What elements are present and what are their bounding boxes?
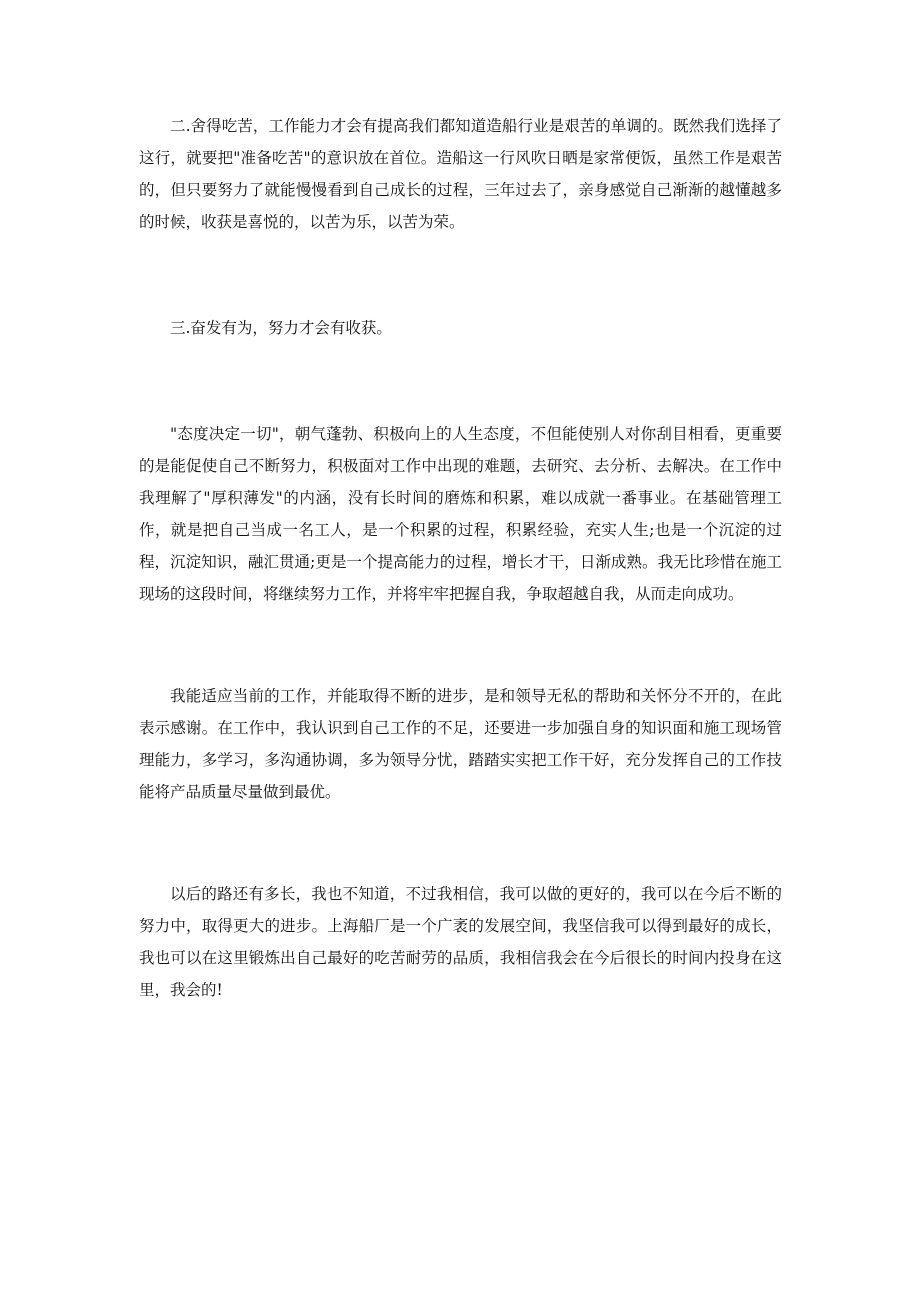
paragraph-gratitude: 我能适应当前的工作，并能取得不断的进步，是和领导无私的帮助和关怀分不开的，在此表示感谢。在工作中，我认识到自己工作的不足，还要进一步加强自身的知识面和施工现场管理能力，多学习，多沟通协调，多为领导分忧，踏踏实实把工作干好，充分发挥自己的工作技能将产品质量尽量做到最优。 (139, 687, 782, 801)
paragraph-future: 以后的路还有多长，我也不知道，不过我相信，我可以做的更好的，我可以在今后不断的努力中，取得更大的进步。上海船厂是一个广袤的发展空间，我坚信我可以得到最好的成长，我也可以在这里锻炼出自己最好的吃苦耐劳的品质，我相信我会在今后很长的时间内投身在这里，我会的! (139, 885, 782, 999)
document-body (139, 110, 782, 1006)
paragraph-spacer (139, 344, 782, 418)
paragraph-spacer (139, 610, 782, 680)
paragraph-spacer (139, 238, 782, 312)
paragraph-spacer (139, 808, 782, 878)
paragraph-hard-work: 二.舍得吃苦，工作能力才会有提高我们都知道造船行业是艰苦的单调的。既然我们选择了这行，就要把"准备吃苦"的意识放在首位。造船这一行风吹日晒是家常便饭，虽然工作是艰苦的，但只要努力了就能慢慢看到自己成长的过程，三年过去了，亲身感觉自己渐渐的越懂越多的时候，收获是喜悦的，以苦为乐，以苦为荣。 (139, 117, 782, 231)
paragraph-attitude: "态度决定一切"，朝气蓬勃、积极向上的人生态度，不但能使别人对你刮目相看，更重要的是能促使自己不断努力，积极面对工作中出现的难题，去研究、去分析、去解决。在工作中我理解了"厚积薄发"的内涵，没有长时间的磨炼和积累，难以成就一番事业。在基础管理工作，就是把自己当成一名工人，是一个积累的过程，积累经验，充实人生;也是一个沉淀的过程，沉淀知识，融汇贯通;更是一个提高能力的过程，增长才干，日渐成熟。我无比珍惜在施工现场的这段时间，将继续努力工作，并将牢牢把握自我，争取超越自我，从而走向成功。 (139, 425, 782, 603)
paragraph-heading-strive: 三.奋发有为，努力才会有收获。 (170, 319, 392, 337)
